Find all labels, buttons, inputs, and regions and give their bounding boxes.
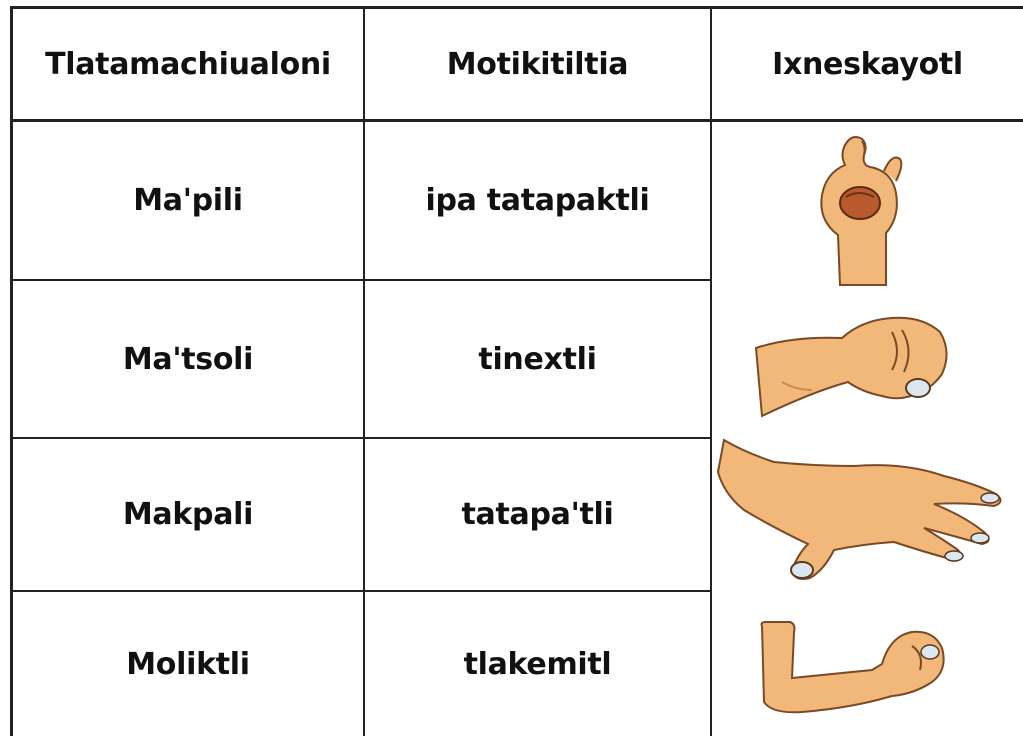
term-cell: Ma'tsoli: [122, 341, 254, 377]
hand-finger-pointing-up-icon: [800, 125, 930, 290]
header-cell: Motikitiltia: [446, 46, 629, 82]
hand-pinched-fingertips-icon: [752, 292, 982, 422]
action-cell: tlakemitl: [463, 646, 612, 682]
action-cell: ipa tatapaktli: [425, 183, 650, 218]
header-cell: Tlatamachiualoni: [45, 46, 331, 82]
term-cell: Makpali: [122, 497, 254, 532]
hand-flat-palm-down-icon: [714, 432, 1014, 587]
header-cell: Ixneskayotl: [772, 46, 963, 82]
term-cell: Ma'pili: [133, 183, 243, 218]
term-cell: Moliktli: [126, 646, 250, 682]
bent-arm-fist-icon: [752, 612, 952, 722]
action-cell: tatapa'tli: [461, 497, 614, 532]
action-cell: tinextli: [478, 341, 597, 377]
